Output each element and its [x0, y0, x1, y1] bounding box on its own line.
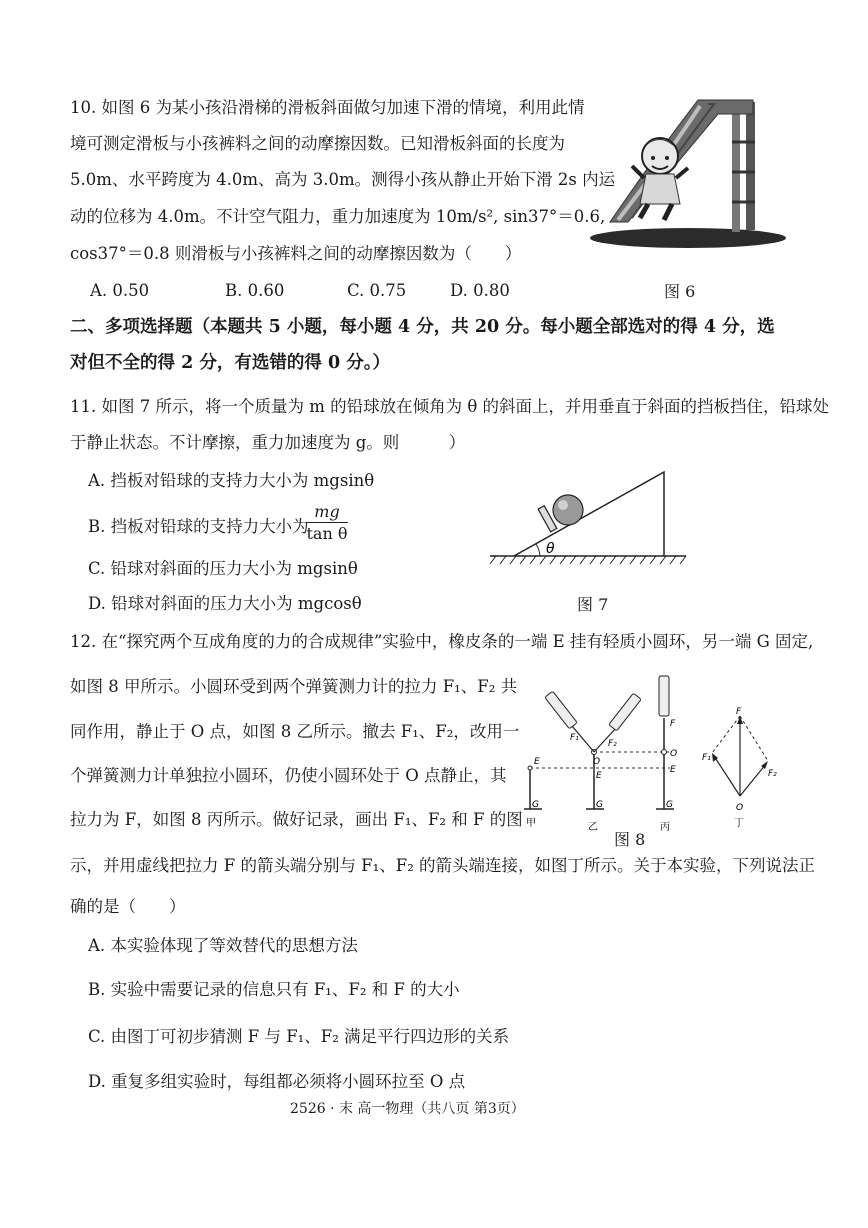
q10-option-a: A. 0.50: [90, 281, 150, 300]
q10-option-d: D. 0.80: [450, 281, 510, 300]
fig8-yi-F1-label: F₁: [570, 733, 579, 743]
fig8-bing-E-label: E: [670, 765, 676, 775]
fig8-ding-F1-label: F₁: [702, 753, 711, 763]
fig8-yi-O-label: O: [593, 757, 601, 767]
section-2-heading-line-2: 对但不全的得 2 分，有选错的得 0 分。）: [70, 353, 390, 373]
q12-line-3: 同作用，静止于 O 点，如图 8 乙所示。撤去 F₁、F₂，改用一: [70, 722, 520, 741]
figure-6-caption: 图 6: [664, 282, 696, 301]
q10-line-1: 10. 如图 6 为某小孩沿滑梯的滑板斜面做匀加速下滑的情境，利用此情: [70, 98, 585, 117]
figure-7-incline-diagram: [488, 462, 688, 572]
fig8-jia-label: 甲: [526, 818, 536, 829]
q10-line-2: 境可测定滑板与小孩裤料之间的动摩擦因数。已知滑板斜面的长度为: [70, 134, 565, 153]
fig8-bing-G-label: G: [666, 800, 673, 810]
q12-line-4: 个弹簧测力计单独拉小圆环，仍使小圆环处于 O 点静止，其: [70, 766, 507, 785]
fig8-bing-label: 丙: [660, 822, 670, 833]
fig8-ding-O-label: O: [736, 803, 744, 813]
q12-line-2: 如图 8 甲所示。小圆环受到两个弹簧测力计的拉力 F₁、F₂ 共: [70, 677, 518, 696]
q11-line-2: 于静止状态。不计摩擦，重力加速度为 g。则 ）: [70, 433, 466, 452]
figure-7-angle-label: θ: [546, 541, 555, 557]
q10-option-c: C. 0.75: [347, 281, 407, 300]
q11-option-b-denominator: tan θ: [306, 524, 348, 543]
q10-option-b: B. 0.60: [225, 281, 285, 300]
q11-option-b-numerator: mg: [306, 502, 348, 523]
figure-8-force-experiment-diagram: [520, 668, 790, 848]
q12-option-c: C. 由图丁可初步猜测 F 与 F₁、F₂ 满足平行四边形的关系: [88, 1027, 510, 1046]
q12-option-b: B. 实验中需要记录的信息只有 F₁、F₂ 和 F 的大小: [88, 980, 460, 999]
fig8-yi-label: 乙: [588, 822, 598, 833]
q12-line-7: 确的是（ ）: [70, 897, 186, 916]
q11-line-1: 11. 如图 7 所示，将一个质量为 m 的铅球放在倾角为 θ 的斜面上，并用垂直于斜面的挡板挡住，铅球处: [70, 397, 830, 416]
fig8-yi-F2-label: F₂: [608, 739, 617, 749]
q12-option-d: D. 重复多组实验时，每组都必须将小圆环拉至 O 点: [88, 1072, 466, 1091]
fig8-yi-E-label: E: [596, 771, 602, 781]
q12-line-6: 示，并用虚线把拉力 F 的箭头端分别与 F₁、F₂ 的箭头端连接，如图丁所示。关于本实验，下列说法正: [70, 856, 816, 875]
q11-option-c: C. 铅球对斜面的压力大小为 mgsinθ: [88, 559, 358, 578]
q11-option-d: D. 铅球对斜面的压力大小为 mgcosθ: [88, 594, 362, 613]
fig8-jia-E-label: E: [534, 757, 540, 767]
figure-8-caption: 图 8: [614, 830, 646, 849]
q12-line-5: 拉力为 F，如图 8 丙所示。做好记录，画出 F₁、F₂ 和 F 的图: [70, 810, 523, 829]
q10-line-5: cos37°＝0.8 则滑板与小孩裤料之间的动摩擦因数为（ ）: [70, 244, 522, 263]
fig8-bing-O-label: O: [670, 749, 678, 759]
figure-7-caption: 图 7: [577, 595, 609, 614]
q11-option-a: A. 挡板对铅球的支持力大小为 mgsinθ: [88, 471, 375, 490]
figure-6-slide-illustration: [588, 92, 788, 250]
page-footer: 2526 · 末 高一物理（共八页 第3页）: [290, 1101, 525, 1117]
q10-line-4: 动的位移为 4.0m。不计空气阻力，重力加速度为 10m/s², sin37°＝0.6,: [70, 207, 606, 226]
fig8-ding-F2-label: F₂: [768, 769, 777, 779]
fig8-yi-G-label: G: [596, 800, 603, 810]
q11-option-b: B. 挡板对铅球的支持力大小为: [88, 517, 309, 536]
q11-option-b-fraction: [306, 502, 348, 545]
fig8-ding-label: 丁: [734, 818, 744, 829]
fig8-ding-F-label: F: [736, 707, 742, 717]
fig8-jia-G-label: G: [532, 800, 539, 810]
q10-line-3: 5.0m、水平跨度为 4.0m、高为 3.0m。测得小孩从静止开始下滑 2s 内运: [70, 170, 616, 189]
q12-option-a: A. 本实验体现了等效替代的思想方法: [88, 936, 358, 955]
q12-line-1: 12. 在“探究两个互成角度的力的合成规律”实验中，橡皮条的一端 E 挂有轻质小圆环，另一端 G 固定,: [70, 632, 814, 651]
fig8-bing-F-label: F: [670, 719, 676, 729]
section-2-heading-line-1: 二、多项选择题（本题共 5 小题，每小题 4 分，共 20 分。每小题全部选对的得 4 分，选: [70, 317, 775, 337]
